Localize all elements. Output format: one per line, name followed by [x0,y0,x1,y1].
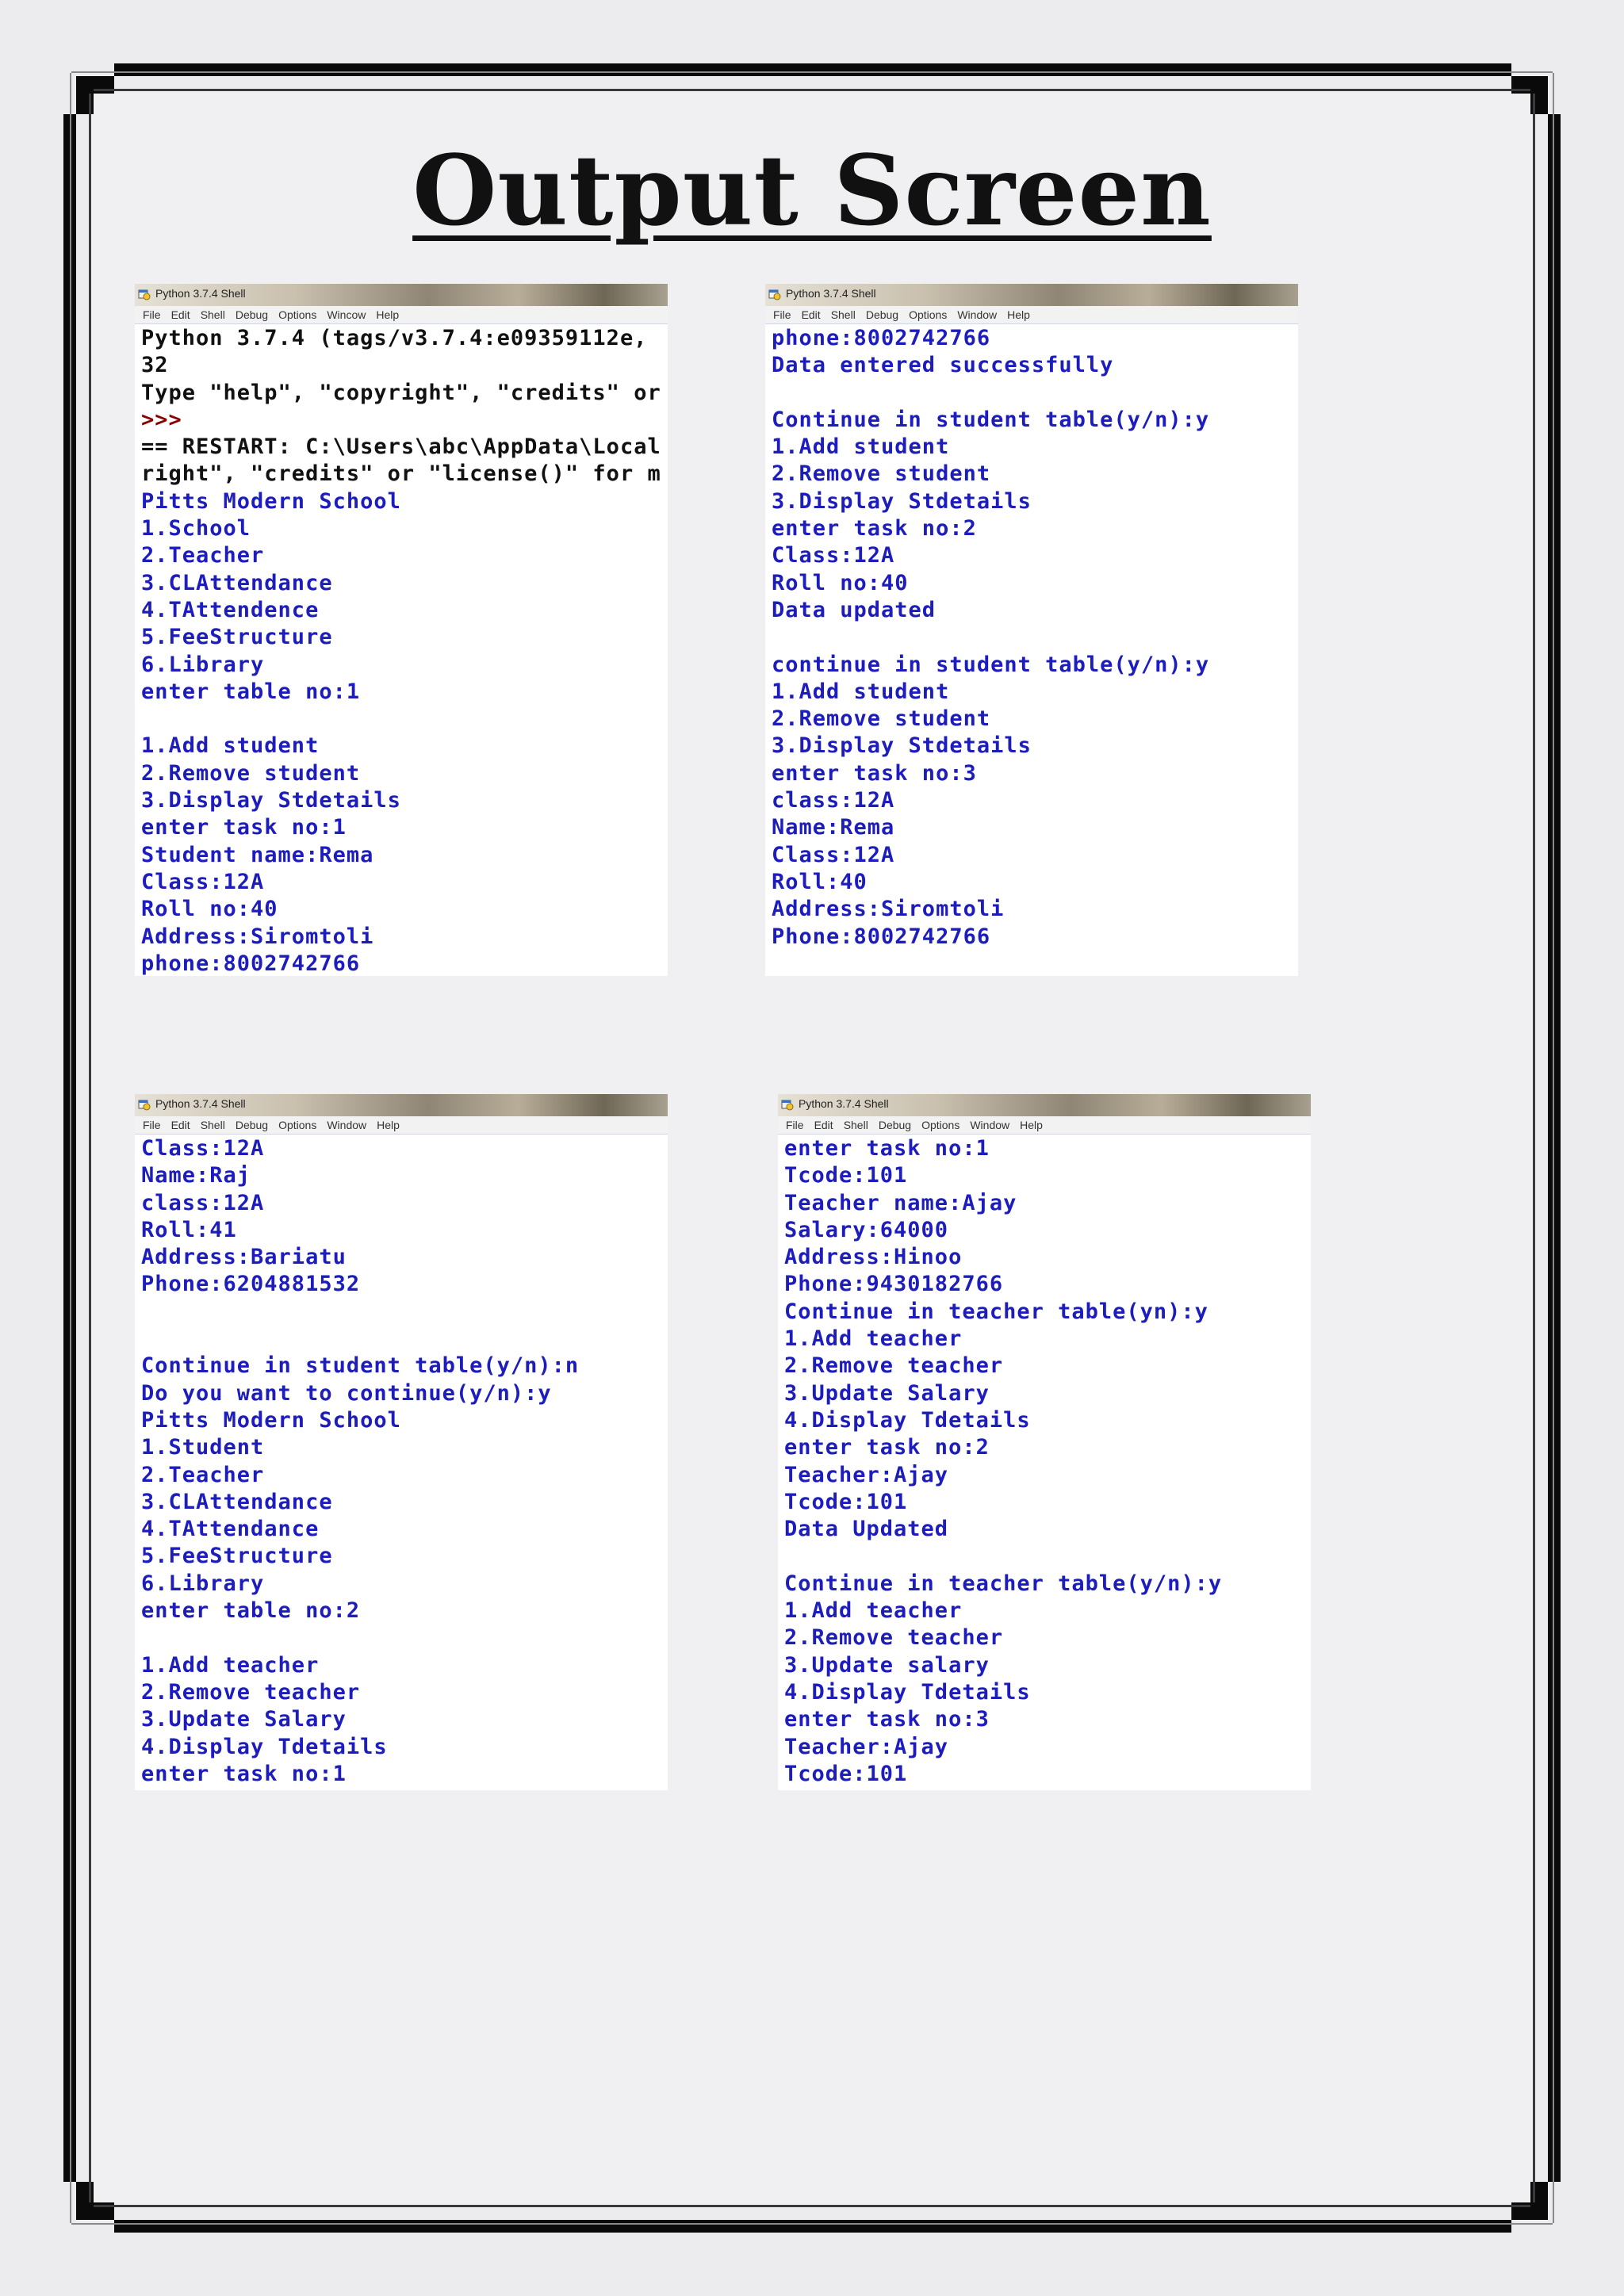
menu-help[interactable]: Help [1020,1119,1043,1131]
menu-bar [135,1116,668,1135]
menu-window[interactable]: Window [970,1119,1010,1131]
shell-line: 3.Update Salary [141,1707,347,1732]
shell-line: 3.CLAttendance [141,570,333,595]
shell-line: phone:8002742766 [772,326,991,350]
shell-line: 1.Add teacher [141,1652,320,1678]
python-shell-icon [768,288,781,300]
menu-options[interactable]: Options [278,1119,317,1131]
shell-prompt: >>> [141,407,182,432]
shell-line: 1.Add student [772,434,950,460]
menu-edit[interactable]: Edit [170,308,190,321]
shell-line: 1.Add teacher [784,1326,963,1352]
shell-line: 2.Remove student [772,461,991,487]
shell-line: 3.Update salary [784,1652,990,1678]
python-shell-icon [781,1098,794,1111]
shell-line: 2.Remove student [141,760,361,786]
shell-line: enter task no:2 [784,1435,990,1460]
shell-line: Teacher:Ajay [784,1462,949,1487]
shell-line: Python 3.7.4 (tags/v3.7.4:e09359112e, [141,326,661,350]
shell-line: Data entered successfully [772,353,1114,378]
shell-line: phone:8002742766 [141,951,361,976]
menu-options[interactable]: Options [278,308,317,321]
menu-bar [135,306,668,324]
shell-line: Address:Bariatu [141,1245,347,1270]
shell-line: 1.Add teacher [784,1598,963,1624]
shell-line: 3.Display Stdetails [772,488,1032,514]
shell-line: class:12A [141,1190,265,1215]
shell-line: enter task no:1 [141,815,347,840]
window-titlebar[interactable] [135,284,668,306]
shell-line: Continue in teacher table(y/n):y [784,1571,1223,1596]
shell-line: 4.Display Tdetails [141,1734,388,1759]
shell-line [784,1543,1311,1570]
menu-file[interactable]: File [773,308,791,321]
menu-debug[interactable]: Debug [235,308,269,321]
shell-line: Roll no:40 [141,897,278,922]
shell-line: == RESTART: C:\Users\abc\AppData\Local [141,434,661,460]
menu-options[interactable]: Options [921,1119,960,1131]
shell-line: 2.Teacher [141,543,265,568]
shell-line: Pitts Modern School [141,1407,401,1433]
shell-line: Tcode:101 [784,1489,908,1514]
shell-line: 3.Display Stdetails [141,788,401,813]
python-shell-window-4 [778,1094,1311,1790]
menu-options[interactable]: Options [909,308,948,321]
shell-line: enter table no:1 [141,679,361,704]
menu-file[interactable]: File [786,1119,804,1131]
shell-line: Continue in student table(y/n):y [772,407,1210,432]
menu-file[interactable]: File [143,308,161,321]
menu-window[interactable]: Window [957,308,998,321]
menu-edit[interactable]: Edit [801,308,821,321]
shell-line: 32 [141,353,169,378]
shell-line: 1.Add student [141,733,320,759]
shell-line: continue in student table(y/n):y [772,652,1210,677]
shell-line: Data updated [772,597,936,622]
shell-line: Class:12A [141,1136,265,1161]
shell-line: enter task no:3 [784,1707,990,1732]
shell-line: Class:12A [141,869,265,894]
shell-line: 2.Remove teacher [784,1353,1004,1379]
menu-debug[interactable]: Debug [235,1119,269,1131]
shell-line: 4.TAttendance [141,1517,320,1542]
window-titlebar[interactable] [778,1094,1311,1116]
shell-line: 2.Remove teacher [784,1625,1004,1651]
python-shell-window-3 [135,1094,668,1790]
shell-line: Salary:64000 [784,1217,949,1242]
shell-line: Continue in student table(y/n):n [141,1353,580,1379]
shell-line: Phone:8002742766 [772,924,991,949]
shell-output[interactable] [784,1135,1311,1790]
shell-line: right", "credits" or "license()" for m [141,461,661,487]
menu-edit[interactable]: Edit [170,1119,190,1131]
menu-debug[interactable]: Debug [878,1119,912,1131]
shell-line: Type "help", "copyright", "credits" or [141,380,661,405]
shell-line: 2.Remove student [772,706,991,732]
shell-line: Class:12A [772,842,895,867]
shell-line: Pitts Modern School [141,488,401,514]
shell-line: enter table no:2 [141,1598,361,1624]
shell-line: Name:Raj [141,1163,251,1188]
shell-line: Teacher:Ajay [784,1734,949,1759]
shell-line: 1.Add student [772,679,950,704]
shell-line: Roll:41 [141,1217,237,1242]
shell-line: Class:12A [772,543,895,568]
python-shell-icon [138,288,151,300]
shell-output[interactable] [772,325,1298,976]
shell-line: Name:Rema [772,815,895,840]
menu-window[interactable]: Wincow [327,308,366,321]
shell-line [772,624,1298,651]
shell-line: Roll no:40 [772,570,909,595]
shell-line: 3.CLAttendance [141,1489,333,1514]
menu-file[interactable]: File [143,1119,161,1131]
shell-line: 4.TAttendence [141,597,320,622]
shell-line: 2.Remove teacher [141,1679,361,1705]
menu-window[interactable]: Window [327,1119,367,1131]
menu-shell[interactable]: Shell [200,308,225,321]
menu-shell[interactable]: Shell [200,1119,225,1131]
shell-line: Teacher name:Ajay [784,1190,1017,1215]
shell-line [141,1326,668,1353]
shell-line: 4.Display Tdetails [784,1679,1031,1705]
window-title: Python 3.7.4 Shell [799,1097,889,1110]
shell-line: 5.FeeStructure [141,1544,333,1569]
menu-bar [778,1116,1311,1135]
shell-line: Roll:40 [772,869,868,894]
window-titlebar[interactable] [135,1094,668,1116]
shell-line: enter task no:1 [141,1761,347,1786]
menu-help[interactable]: Help [377,1119,400,1131]
shell-line: Continue in teacher table(yn):y [784,1299,1208,1324]
menu-debug[interactable]: Debug [865,308,899,321]
shell-output[interactable] [141,325,668,976]
shell-line: Address:Hinoo [784,1245,963,1270]
shell-line: 3.Update Salary [784,1380,990,1406]
shell-line: Do you want to continue(y/n):y [141,1380,552,1406]
shell-line: Address:Siromtoli [772,897,1005,922]
shell-line: enter task no:3 [772,760,977,786]
window-title: Python 3.7.4 Shell [155,1097,246,1110]
shell-line [141,1299,668,1326]
shell-line: 1.School [141,516,251,541]
python-shell-icon [138,1098,151,1111]
shell-line: 6.Library [141,1571,265,1596]
window-titlebar[interactable] [765,284,1298,306]
page-title: Output Screen [412,133,1212,247]
shell-line [141,706,668,733]
menu-help[interactable]: Help [376,308,400,321]
shell-line: 1.Student [141,1435,265,1460]
shell-line: Phone:6204881532 [141,1272,361,1297]
shell-line: class:12A [772,788,895,813]
shell-line: 3.Display Stdetails [772,733,1032,759]
shell-output[interactable] [141,1135,668,1790]
shell-line: enter task no:1 [784,1136,990,1161]
shell-line [141,1624,668,1651]
shell-line: Address:Siromtoli [141,924,374,949]
shell-line: Tcode:101 [784,1163,908,1188]
shell-line [772,380,1298,407]
menu-shell[interactable]: Shell [843,1119,868,1131]
shell-line: 5.FeeStructure [141,625,333,650]
shell-line: enter task no:2 [772,516,977,541]
menu-help[interactable]: Help [1007,308,1030,321]
menu-bar [765,306,1298,324]
window-title: Python 3.7.4 Shell [155,287,246,300]
shell-line: 2.Teacher [141,1462,265,1487]
menu-shell[interactable]: Shell [830,308,856,321]
menu-edit[interactable]: Edit [814,1119,833,1131]
python-shell-window-2 [765,284,1298,976]
shell-line: Data Updated [784,1517,949,1542]
shell-line: Student name:Rema [141,842,374,867]
shell-line: Phone:9430182766 [784,1272,1004,1297]
shell-line: 6.Library [141,652,265,677]
shell-line: 4.Display Tdetails [784,1407,1031,1433]
window-title: Python 3.7.4 Shell [786,287,876,300]
shell-line: Tcode:101 [784,1761,908,1786]
python-shell-window-1 [135,284,668,976]
